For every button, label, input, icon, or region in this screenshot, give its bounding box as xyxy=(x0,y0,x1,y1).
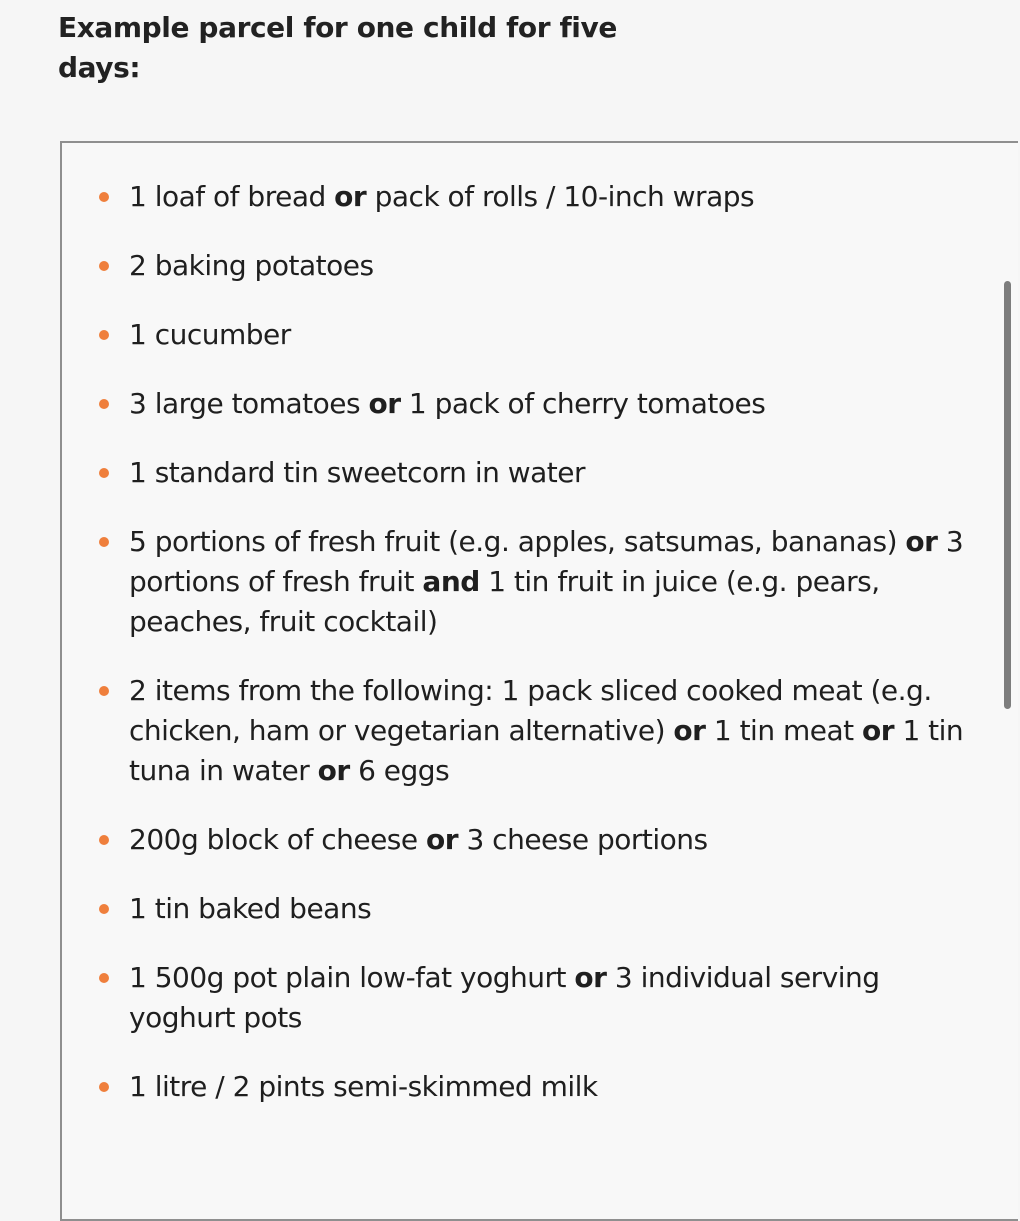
list-item xyxy=(98,246,978,286)
item-text: pack of rolls / 10-inch wraps xyxy=(366,180,755,213)
list-item xyxy=(98,177,978,217)
item-text: 1 tin tuna in water xyxy=(129,714,964,787)
bullet-icon xyxy=(99,330,109,340)
item-text-emphasis: or xyxy=(574,961,607,994)
list-item xyxy=(98,820,978,860)
item-text-emphasis: or xyxy=(673,714,706,747)
scrollbar-thumb[interactable] xyxy=(1004,281,1011,709)
item-text: 3 cheese portions xyxy=(458,823,708,856)
list-item xyxy=(98,671,978,791)
item-text-emphasis: and xyxy=(422,565,480,598)
item-text: 1 tin meat xyxy=(705,714,863,747)
bullet-icon xyxy=(99,261,109,271)
item-text: 1 litre / 2 pints semi-skimmed milk xyxy=(129,1070,598,1103)
item-text: 5 portions of fresh fruit (e.g. apples, satsumas, bananas) xyxy=(129,525,906,558)
bullet-icon xyxy=(99,1082,109,1092)
bullet-icon xyxy=(99,399,109,409)
bullet-icon xyxy=(99,686,109,696)
item-text: 200g block of cheese xyxy=(129,823,427,856)
item-text: 3 portions of fresh fruit xyxy=(129,525,964,598)
list-item xyxy=(98,958,978,1038)
item-text: 1 tin baked beans xyxy=(129,892,372,925)
bullet-icon xyxy=(99,192,109,202)
item-text-emphasis: or xyxy=(905,525,938,558)
list-item xyxy=(98,315,978,355)
page-title: Example parcel for one child for five days: xyxy=(58,11,617,84)
bullet-icon xyxy=(99,468,109,478)
item-text: 1 cucumber xyxy=(129,318,291,351)
parcel-item-list xyxy=(98,177,978,1136)
item-text: 3 individual serving yoghurt pots xyxy=(129,961,880,1034)
item-text: 3 large tomatoes xyxy=(129,387,369,420)
item-text: 1 tin fruit in juice (e.g. pears, peaches, fruit cocktail) xyxy=(129,565,880,638)
item-text: 2 items from the following: 1 pack sliced cooked meat (e.g. chicken, ham or vegetarian alternative) xyxy=(129,674,932,747)
list-item xyxy=(98,384,978,424)
item-text-emphasis: or xyxy=(334,180,367,213)
item-text-emphasis: or xyxy=(426,823,459,856)
item-text: 1 standard tin sweetcorn in water xyxy=(129,456,586,489)
item-text: 2 baking potatoes xyxy=(129,249,374,282)
item-text-emphasis: or xyxy=(862,714,895,747)
item-text: 1 loaf of bread xyxy=(129,180,335,213)
list-item xyxy=(98,453,978,493)
list-item xyxy=(98,889,978,929)
bullet-icon xyxy=(99,904,109,914)
list-item xyxy=(98,1067,978,1107)
item-text-emphasis: or xyxy=(368,387,401,420)
item-text: 1 500g pot plain low-fat yoghurt xyxy=(129,961,575,994)
item-text: 1 pack of cherry tomatoes xyxy=(400,387,766,420)
parcel-list-panel xyxy=(60,141,1018,1221)
bullet-icon xyxy=(99,835,109,845)
item-text-emphasis: or xyxy=(317,754,350,787)
list-item xyxy=(98,522,978,642)
bullet-icon xyxy=(99,537,109,547)
bullet-icon xyxy=(99,973,109,983)
item-text: 6 eggs xyxy=(349,754,450,787)
